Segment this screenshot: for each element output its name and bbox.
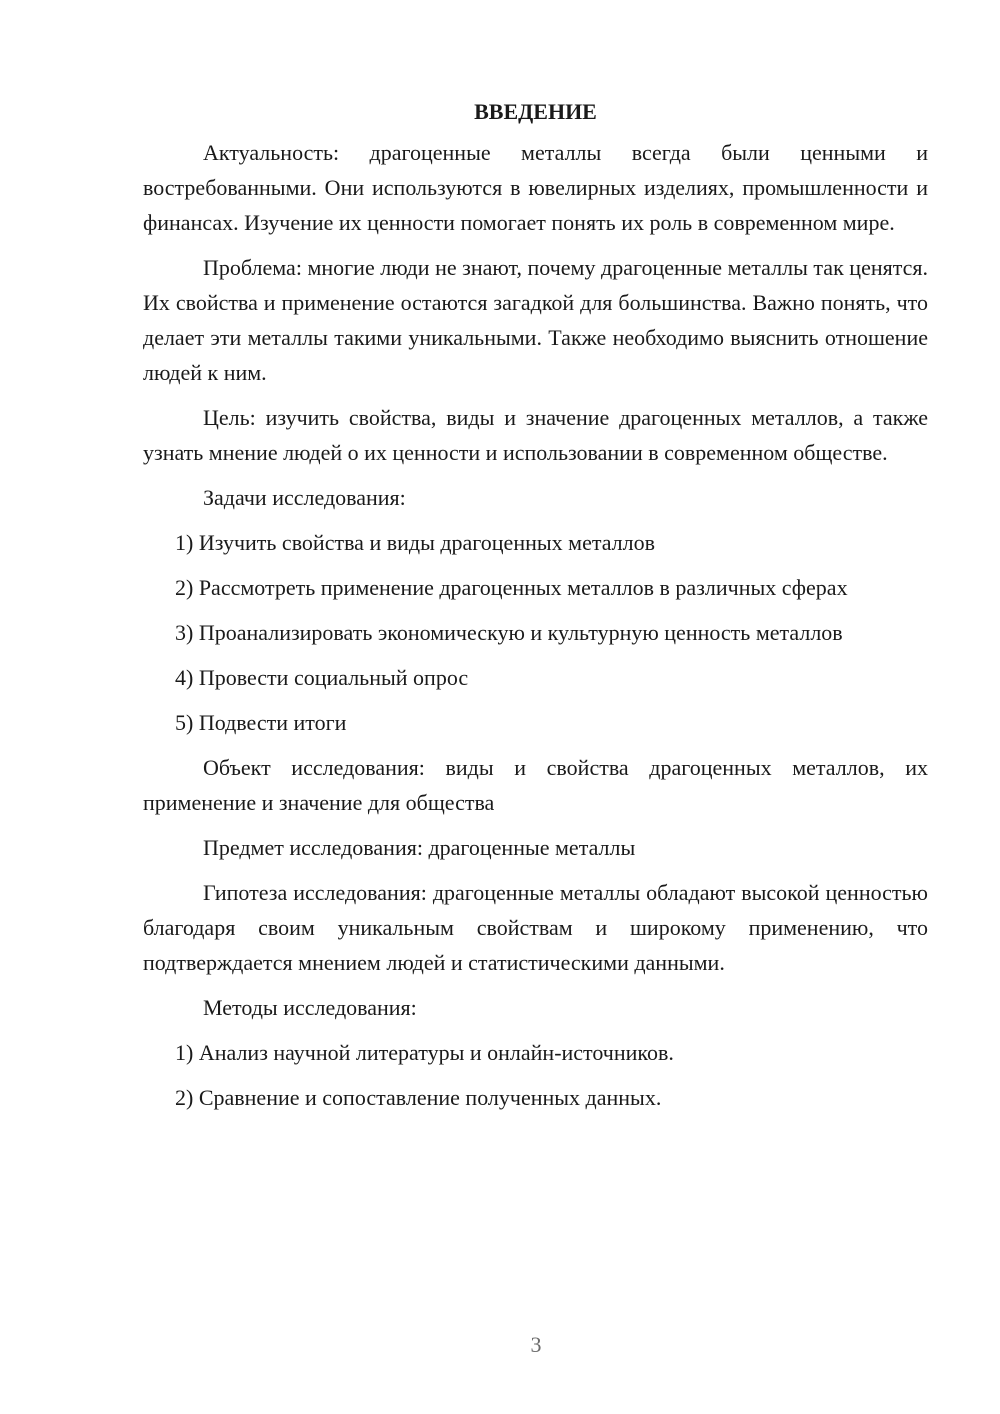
list-item: 2) Рассмотреть применение драгоценных металлов в различных сферах: [175, 575, 848, 600]
subject-paragraph: Предмет исследования: драгоценные металлы: [203, 835, 636, 860]
hypothesis-paragraph: Гипотеза исследования: драгоценные металлы обладают высокой ценностью благодаря своим уникальным свойствам и широкому применению, что подтверждается мнением людей и статистическими данными.: [143, 880, 928, 975]
list-item: 2) Сравнение и сопоставление полученных данных.: [175, 1085, 662, 1110]
section-title: ВВЕДЕНИЕ: [474, 99, 597, 124]
list-item: 3) Проанализировать экономическую и культурную ценность металлов: [175, 620, 843, 645]
relevance-paragraph: Актуальность: драгоценные металлы всегда были ценными и востребованными. Они используются в ювелирных изделиях, промышленности и финансах. Изучение их ценности помогает понять их роль в современном мире.: [143, 140, 928, 235]
object-paragraph: Объект исследования: виды и свойства драгоценных металлов, их применение и значение для общества: [143, 755, 928, 815]
page-content: [143, 94, 928, 1125]
goal-paragraph: Цель: изучить свойства, виды и значение драгоценных металлов, а также узнать мнение людей о их ценности и использовании в современном обществе.: [143, 405, 928, 465]
tasks-heading: Задачи исследования:: [203, 485, 406, 510]
page-number: 3: [530, 1332, 542, 1357]
list-item: 1) Анализ научной литературы и онлайн-источников.: [175, 1040, 674, 1065]
list-item: 4) Провести социальный опрос: [175, 665, 469, 690]
list-item: 5) Подвести итоги: [175, 710, 347, 735]
tasks-list: [143, 525, 928, 740]
methods-heading: Методы исследования:: [203, 995, 417, 1020]
problem-paragraph: Проблема: многие люди не знают, почему драгоценные металлы так ценятся. Их свойства и применение остаются загадкой для большинства. Важно понять, что делает эти металлы такими уникальными. Также необходимо выяснить отношение людей к ним.: [143, 255, 928, 385]
list-item: 1) Изучить свойства и виды драгоценных металлов: [175, 530, 656, 555]
methods-list: [143, 1035, 928, 1115]
